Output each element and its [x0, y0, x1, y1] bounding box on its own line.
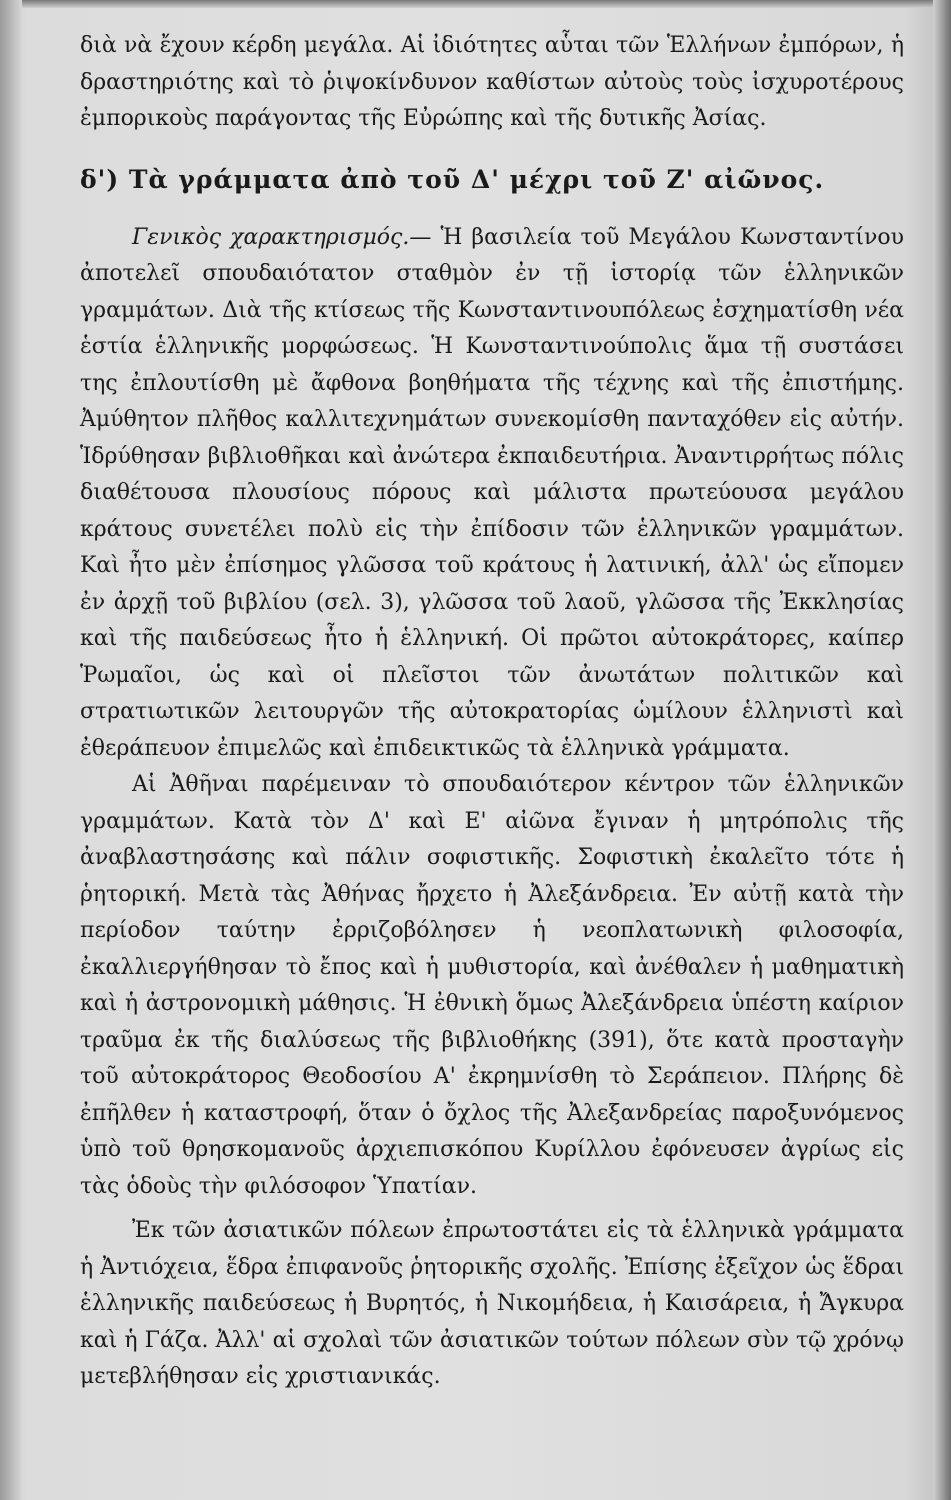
page-top-edge	[0, 0, 951, 8]
page-right-edge	[933, 0, 951, 1500]
paragraph-gap	[80, 1205, 904, 1213]
page-left-edge	[0, 0, 22, 1500]
paragraph-3: Ἐκ τῶν ἀσιατικῶν πόλεων ἐπρωτοστάτει εἰς τὰ ἑλληνικὰ γράμματα ἡ Ἀντιόχεια, ἕδρα ἐπιφανοῦς ῥητορικῆς σχολῆς. Ἐπίσης ἐξεῖχον ὡς ἕδραι ἑλληνικῆς παιδεύσεως ἡ Βυρητός, ἡ Νικομήδεια, ἡ Καισάρεια, ἡ Ἄγκυρα καὶ ἡ Γάζα. Ἀλλ' αἱ σχολαὶ τῶν ἀσιατικῶν τούτων πόλεων σὺν τῷ χρόνῳ μετεβλήθησαν εἰς χριστιανικάς.	[80, 1218, 904, 1389]
paragraph-2: Αἱ Ἀθῆναι παρέμειναν τὸ σπουδαιότερον κέντρον τῶν ἑλληνικῶν γραμμάτων. Κατὰ τὸν Δ' καὶ Ε' αἰῶνα ἔγιναν ἡ μητρόπολις τῆς ἀναβλαστησάσης καὶ πάλιν σοφιστικῆς. Σοφιστικὴ ἐκαλεῖτο τότε ἡ ῥητορική. Μετὰ τὰς Ἀθήνας ἤρχετο ἡ Ἀλεξάνδρεια. Ἐν αὐτῇ κατὰ τὴν περίοδον ταύτην ἐρριζοβόλησεν ἡ νεοπλατωνικὴ φιλοσοφία, ἐκαλλιεργήθησαν τὸ ἔπος καὶ ἡ μυθιστορία, καὶ ἀνέθαλεν ἡ μαθηματικὴ καὶ ἡ ἀστρονομικὴ μάθησις. Ἡ ἐθνικὴ ὅμως Ἀλεξάνδρεια ὑπέστη καίριον τραῦμα ἐκ τῆς διαλύσεως τῆς βιβλιοθήκης (391), ὅτε κατὰ προσταγὴν τοῦ αὐτοκράτορος Θεοδοσίου Α' ἐκρημνίσθη τὸ Σεράπειον. Πλήρης δὲ ἐπῆλθεν ἡ καταστροφή, ὅταν ὁ ὄχλος τῆς Ἀλεξανδρείας παροξυνόμενος ὑπὸ τοῦ θρησκομανοῦς ἀρχιεπισκόπου Κυρίλλου ἐφόνευσεν ἀγρίως εἰς τὰς ὁδοὺς τὴν φιλόσοφον Ὑπατίαν.	[80, 772, 904, 1199]
paragraph-1	[80, 220, 904, 768]
page-text	[80, 28, 904, 1396]
opening-paragraph: διὰ νὰ ἔχουν κέρδη μεγάλα. Αἱ ἰδιότητες αὗται τῶν Ἑλλήνων ἐμπόρων, ἡ δραστηριότης καὶ τὸ ῥιψοκίνδυνον καθίστων αὐτοὺς τοὺς ἰσχυροτέρους ἐμπορικοὺς παράγοντας τῆς Εὐρώπης καὶ τῆς δυτικῆς Ἀσίας.	[80, 33, 904, 131]
section-heading: δ') Τὰ γράμματα ἀπὸ τοῦ Δ' μέχρι τοῦ Ζ' αἰῶνος.	[80, 164, 825, 194]
paragraph-1-text: Ἡ βασιλεία τοῦ Μεγάλου Κωνσταντίνου ἀποτελεῖ σπουδαιότατον σταθμὸν ἐν τῇ ἱστορίᾳ τῶν ἑλληνικῶν γραμμάτων. Διὰ τῆς κτίσεως τῆς Κωνσταντινουπόλεως ἐσχηματίσθη νέα ἑστία ἑλληνικῆς μορφώσεως. Ἡ Κωνσταντινούπολις ἅμα τῇ συστάσει της ἐπλουτίσθη μὲ ἄφθονα βοηθήματα τῆς τέχνης καὶ τῆς ἐπιστήμης. Ἀμύθητον πλῆθος καλλιτεχνημάτων συνεκομίσθη πανταχόθεν εἰς αὐτήν. Ἱδρύθησαν βιβλιοθῆκαι καὶ ἀνώτερα ἐκπαιδευτήρια. Ἀναντιρρήτως πόλις διαθέτουσα πλουσίους πόρους καὶ μάλιστα πρωτεύουσα μεγάλου κράτους συνετέλει πολὺ εἰς τὴν ἐπίδοσιν τῶν ἑλληνικῶν γραμμάτων. Καὶ ἦτο μὲν ἐπίσημος γλῶσσα τοῦ κράτους ἡ λατινική, ἀλλ' ὡς εἴπομεν ἐν ἀρχῇ τοῦ βιβλίου (σελ. 3), γλῶσσα τοῦ λαοῦ, γλῶσσα τῆς Ἐκκλησίας καὶ τῆς παιδεύσεως ἦτο ἡ ἑλληνική. Οἱ πρῶτοι αὐτοκράτορες, καίπερ Ῥωμαῖοι, ὡς καὶ οἱ πλεῖστοι τῶν ἀνωτάτων πολιτικῶν καὶ στρατιωτικῶν λειτουργῶν τῆς αὐτοκρατορίας ὡμίλουν ἑλληνιστὶ καὶ ἐθεράπευον ἐπιμελῶς καὶ ἐπιδεικτικῶς τὰ ἑλληνικὰ γράμματα.	[80, 224, 904, 761]
subheading: Γενικὸς χαρακτηρισμός.—	[132, 224, 432, 250]
